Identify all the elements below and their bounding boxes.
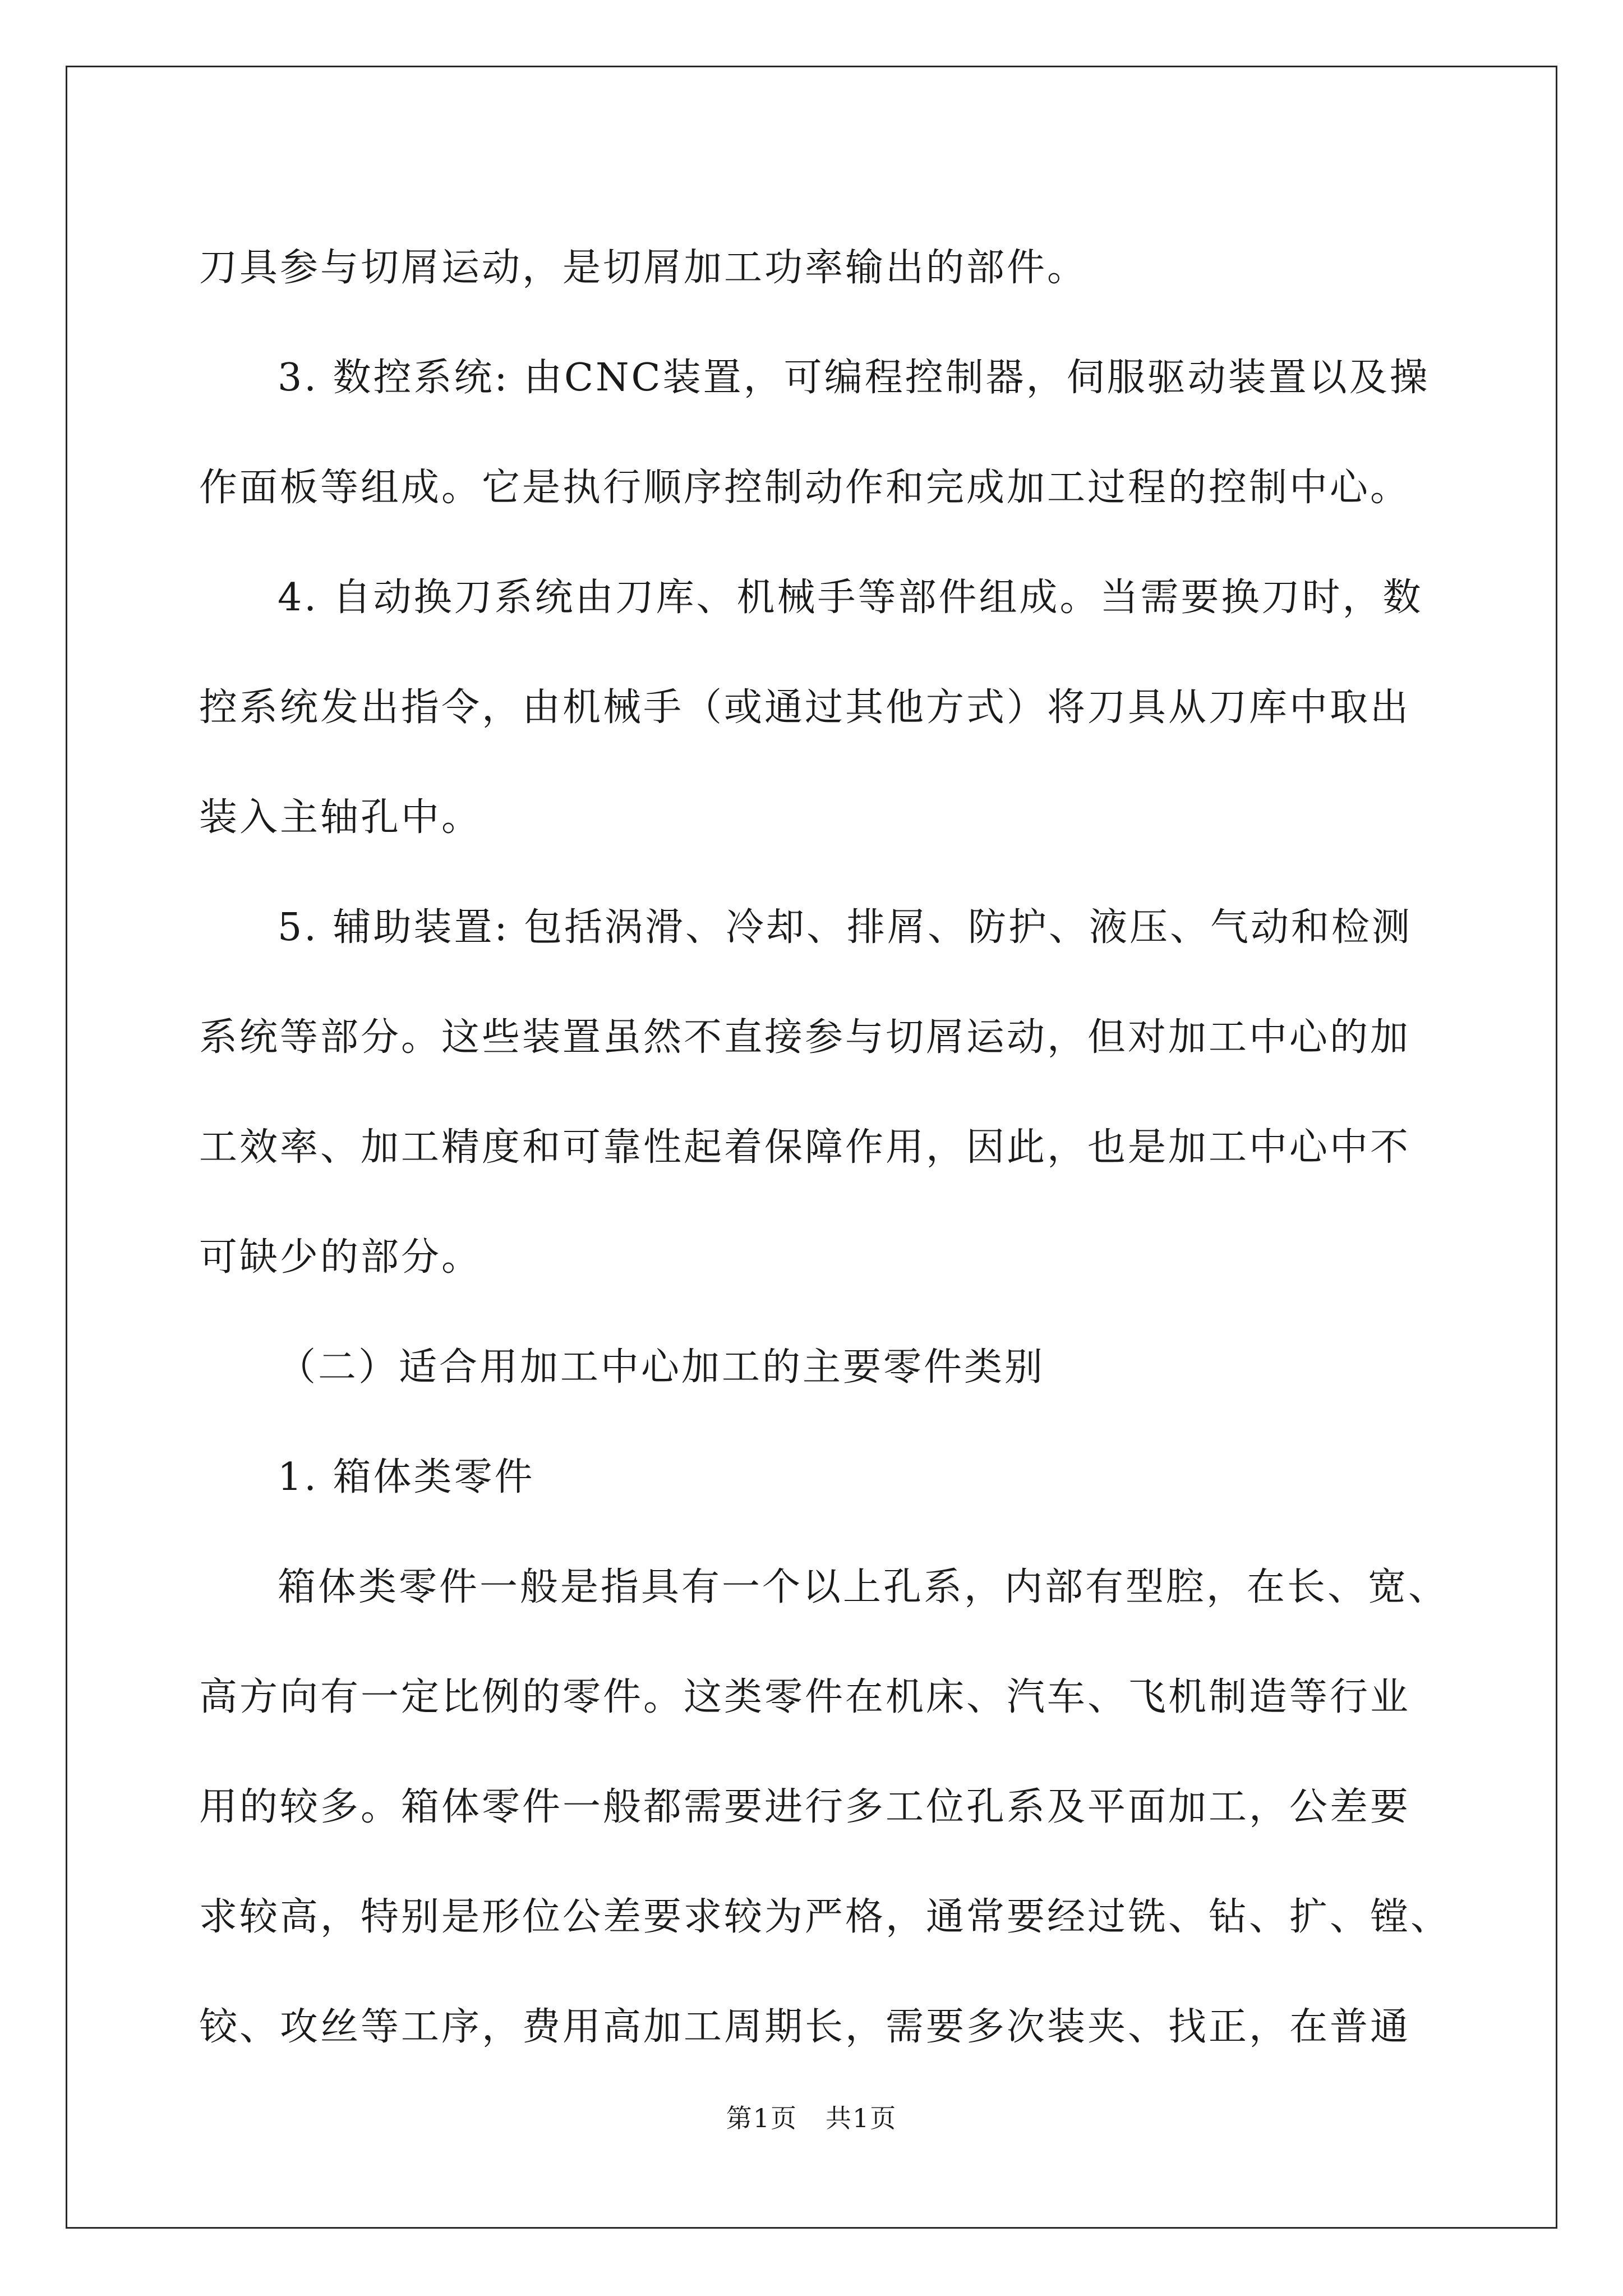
page-footer [0,2098,1623,2135]
text-line: 铰、攻丝等工序，费用高加工周期长，需要多次装夹、找正，在普通 [199,2005,1411,2049]
text-line: 刀具参与切屑运动，是切屑加工功率输出的部件。 [199,246,1088,290]
text-line: 高方向有一定比例的零件。这类零件在机床、汽车、飞机制造等行业 [199,1675,1411,1719]
subsection-heading: 1. 箱体类零件 [278,1455,535,1499]
section-heading: （二）适合用加工中心加工的主要零件类别 [278,1345,1045,1389]
text-line: 求较高，特别是形位公差要求较为严格，通常要经过铣、钻、扩、镗、 [199,1895,1451,1939]
page-number: 第1页 [726,2103,797,2133]
text-line: 4. 自动换刀系统由刀库、机械手等部件组成。当需要换刀时，数 [278,576,1423,620]
document-body [199,213,1451,2082]
text-line: 作面板等组成。它是执行顺序控制动作和完成加工过程的控制中心。 [199,466,1411,510]
text-line: 5. 辅助装置: 包括涡滑、冷却、排屑、防护、液压、气动和检测 [278,905,1413,950]
text-line: 可缺少的部分。 [199,1235,482,1280]
text-line: 装入主轴孔中。 [199,795,482,840]
text-line: 系统等部分。这些装置虽然不直接参与切屑运动，但对加工中心的加 [199,1015,1411,1060]
text-line: 箱体类零件一般是指具有一个以上孔系，内部有型腔，在长、宽、 [278,1565,1449,1609]
text-line: 用的较多。箱体零件一般都需要进行多工位孔系及平面加工，公差要 [199,1785,1411,1829]
text-line: 3. 数控系统: 由CNC装置，可编程控制器，伺服驱动装置以及操 [278,356,1430,400]
text-line: 控系统发出指令，由机械手（或通过其他方式）将刀具从刀库中取出 [199,685,1411,730]
text-line: 工效率、加工精度和可靠性起着保障作用，因此，也是加工中心中不 [199,1125,1411,1170]
page-total: 共1页 [826,2103,897,2133]
